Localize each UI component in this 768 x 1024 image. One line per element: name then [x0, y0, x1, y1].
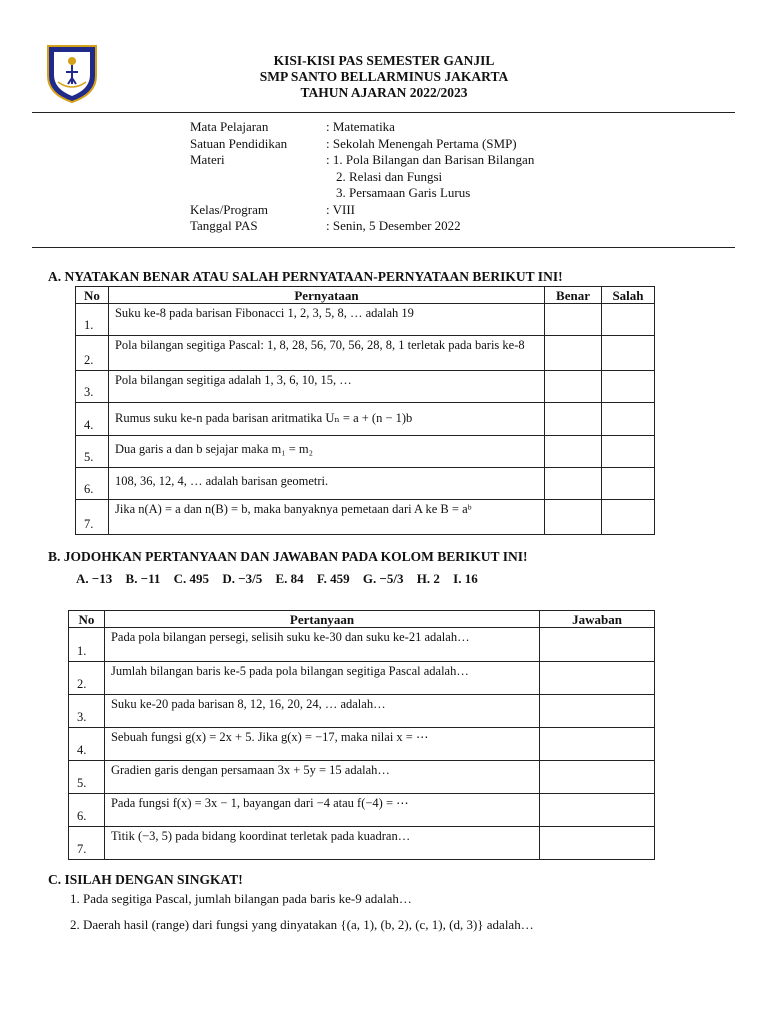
question-text: Titik (−3, 5) pada bidang koordinat terletak pada kuadran… — [104, 827, 539, 860]
true-false-table — [75, 286, 655, 535]
option-i: I. 16 — [453, 571, 478, 586]
row-number: 1. — [76, 304, 109, 336]
question-text: Jumlah bilangan baris ke-5 pada pola bilangan segitiga Pascal adalah… — [104, 662, 539, 695]
false-cell[interactable] — [602, 500, 655, 535]
table-row — [69, 761, 655, 794]
col-no: No — [69, 611, 105, 628]
true-cell[interactable] — [545, 336, 602, 371]
short-question-1: 1. Pada segitiga Pascal, jumlah bilangan pada baris ke-9 adalah… — [70, 891, 412, 906]
header-divider — [32, 112, 735, 113]
satuan-value: : Sekolah Menengah Pertama (SMP) — [326, 135, 517, 151]
kelas-label: Kelas/Program — [190, 201, 268, 217]
kelas-value: : VIII — [326, 201, 356, 217]
table-row — [76, 371, 655, 403]
answer-options — [76, 571, 488, 587]
option-g: G. −5/3 — [362, 571, 404, 586]
col-answer: Jawaban — [540, 611, 655, 628]
materi-item-3: 3. Persamaan Garis Lurus — [336, 185, 471, 200]
subject-info — [190, 119, 534, 235]
false-cell[interactable] — [602, 336, 655, 371]
option-e: E. 84 — [275, 571, 304, 586]
section-c-title: C. ISILAH DENGAN SINGKAT! — [48, 872, 243, 887]
doc-title-line1: KISI-KISI PAS SEMESTER GANJIL — [273, 53, 495, 68]
statement-text: Suku ke-8 pada barisan Fibonacci 1, 2, 3, 5, 8, … adalah 19 — [108, 304, 544, 336]
row-number: 3. — [76, 371, 109, 403]
answer-cell[interactable] — [540, 761, 655, 794]
option-b: B. −11 — [125, 571, 161, 586]
question-text: Pada pola bilangan persegi, selisih suku ke-30 dan suku ke-21 adalah… — [104, 628, 539, 662]
row-number: 6. — [76, 468, 109, 500]
tanggal-label: Tanggal PAS — [190, 218, 258, 233]
question-text: Sebuah fungsi g(x) = 2x + 5. Jika g(x) = −17, maka nilai x = ⋯ — [104, 728, 539, 761]
false-cell[interactable] — [602, 468, 655, 500]
row-number: 3. — [69, 695, 105, 728]
doc-title-line3: TAHUN AJARAN 2022/2023 — [300, 85, 468, 100]
answer-cell[interactable] — [540, 794, 655, 827]
row-number: 4. — [76, 403, 109, 436]
false-cell[interactable] — [602, 436, 655, 468]
col-true: Benar — [545, 287, 602, 304]
row-number: 6. — [69, 794, 105, 827]
true-cell[interactable] — [545, 403, 602, 436]
row-number: 5. — [69, 761, 105, 794]
statement-text: Dua garis a dan b sejajar maka m₁ = m₂ — [108, 436, 544, 468]
answer-cell[interactable] — [540, 728, 655, 761]
col-false: Salah — [602, 287, 655, 304]
col-no: No — [76, 287, 109, 304]
statement-text: 108, 36, 12, 4, … adalah barisan geometri. — [108, 468, 544, 500]
table-row — [76, 336, 655, 371]
true-cell[interactable] — [545, 436, 602, 468]
option-c: C. 495 — [173, 571, 210, 586]
mapel-label: Mata Pelajaran — [190, 119, 269, 134]
question-text: Suku ke-20 pada barisan 8, 12, 16, 20, 24, … adalah… — [104, 695, 539, 728]
table-row — [69, 827, 655, 860]
section-a-title: A. NYATAKAN BENAR ATAU SALAH PERNYATAAN-PERNYATAAN BERIKUT INI! — [48, 269, 563, 284]
statement-text: Rumus suku ke-n pada barisan aritmatika Uₙ = a + (n − 1)b — [108, 403, 544, 436]
table-row — [69, 628, 655, 662]
matching-table — [68, 610, 655, 860]
row-number: 5. — [76, 436, 109, 468]
col-question: Pertanyaan — [104, 611, 539, 628]
short-question-2: 2. Daerah hasil (range) dari fungsi yang dinyatakan {(a, 1), (b, 2), (c, 1), (d, 3)} adalah… — [70, 917, 534, 932]
row-number: 4. — [69, 728, 105, 761]
answer-cell[interactable] — [540, 662, 655, 695]
table-row — [69, 794, 655, 827]
answer-cell[interactable] — [540, 628, 655, 662]
option-f: F. 459 — [316, 571, 350, 586]
materi-item-1: : 1. Pola Bilangan dan Barisan Bilangan — [326, 152, 535, 167]
row-number: 7. — [76, 500, 109, 535]
false-cell[interactable] — [602, 371, 655, 403]
info-divider — [32, 247, 735, 248]
false-cell[interactable] — [602, 304, 655, 336]
tanggal-value: : Senin, 5 Desember 2022 — [326, 218, 461, 233]
col-statement: Pernyataan — [108, 287, 544, 304]
table-row — [76, 500, 655, 535]
table-row — [76, 304, 655, 336]
true-cell[interactable] — [545, 500, 602, 535]
row-number: 7. — [69, 827, 105, 860]
row-number: 1. — [69, 628, 105, 662]
table-row — [69, 662, 655, 695]
table-row — [76, 403, 655, 436]
option-a: A. −13 — [76, 571, 113, 586]
statement-text: Pola bilangan segitiga adalah 1, 3, 6, 10, 15, … — [108, 371, 544, 403]
true-cell[interactable] — [545, 304, 602, 336]
answer-cell[interactable] — [540, 827, 655, 860]
statement-text: Jika n(A) = a dan n(B) = b, maka banyaknya pemetaan dari A ke B = aᵇ — [108, 500, 544, 535]
satuan-label: Satuan Pendidikan — [190, 135, 288, 151]
option-h: H. 2 — [416, 571, 440, 586]
true-cell[interactable] — [545, 371, 602, 403]
row-number: 2. — [76, 336, 109, 371]
false-cell[interactable] — [602, 403, 655, 436]
question-text: Gradien garis dengan persamaan 3x + 5y = 15 adalah… — [104, 761, 539, 794]
answer-cell[interactable] — [540, 695, 655, 728]
materi-item-2: 2. Relasi dan Fungsi — [336, 168, 443, 184]
table-row — [69, 728, 655, 761]
true-cell[interactable] — [545, 468, 602, 500]
question-text: Pada fungsi f(x) = 3x − 1, bayangan dari −4 atau f(−4) = ⋯ — [104, 794, 539, 827]
table-row — [76, 436, 655, 468]
option-d: D. −3/5 — [222, 571, 263, 586]
table-row — [76, 468, 655, 500]
section-b-title: B. JODOHKAN PERTANYAAN DAN JAWABAN PADA KOLOM BERIKUT INI! — [48, 549, 528, 564]
statement-text: Pola bilangan segitiga Pascal: 1, 8, 28, 56, 70, 56, 28, 8, 1 terletak pada baris ke-8 — [108, 336, 544, 371]
doc-title-line2: SMP SANTO BELLARMINUS JAKARTA — [259, 69, 509, 84]
table-row — [69, 695, 655, 728]
materi-label: Materi — [190, 152, 225, 167]
row-number: 2. — [69, 662, 105, 695]
mapel-value: : Matematika — [326, 119, 395, 134]
